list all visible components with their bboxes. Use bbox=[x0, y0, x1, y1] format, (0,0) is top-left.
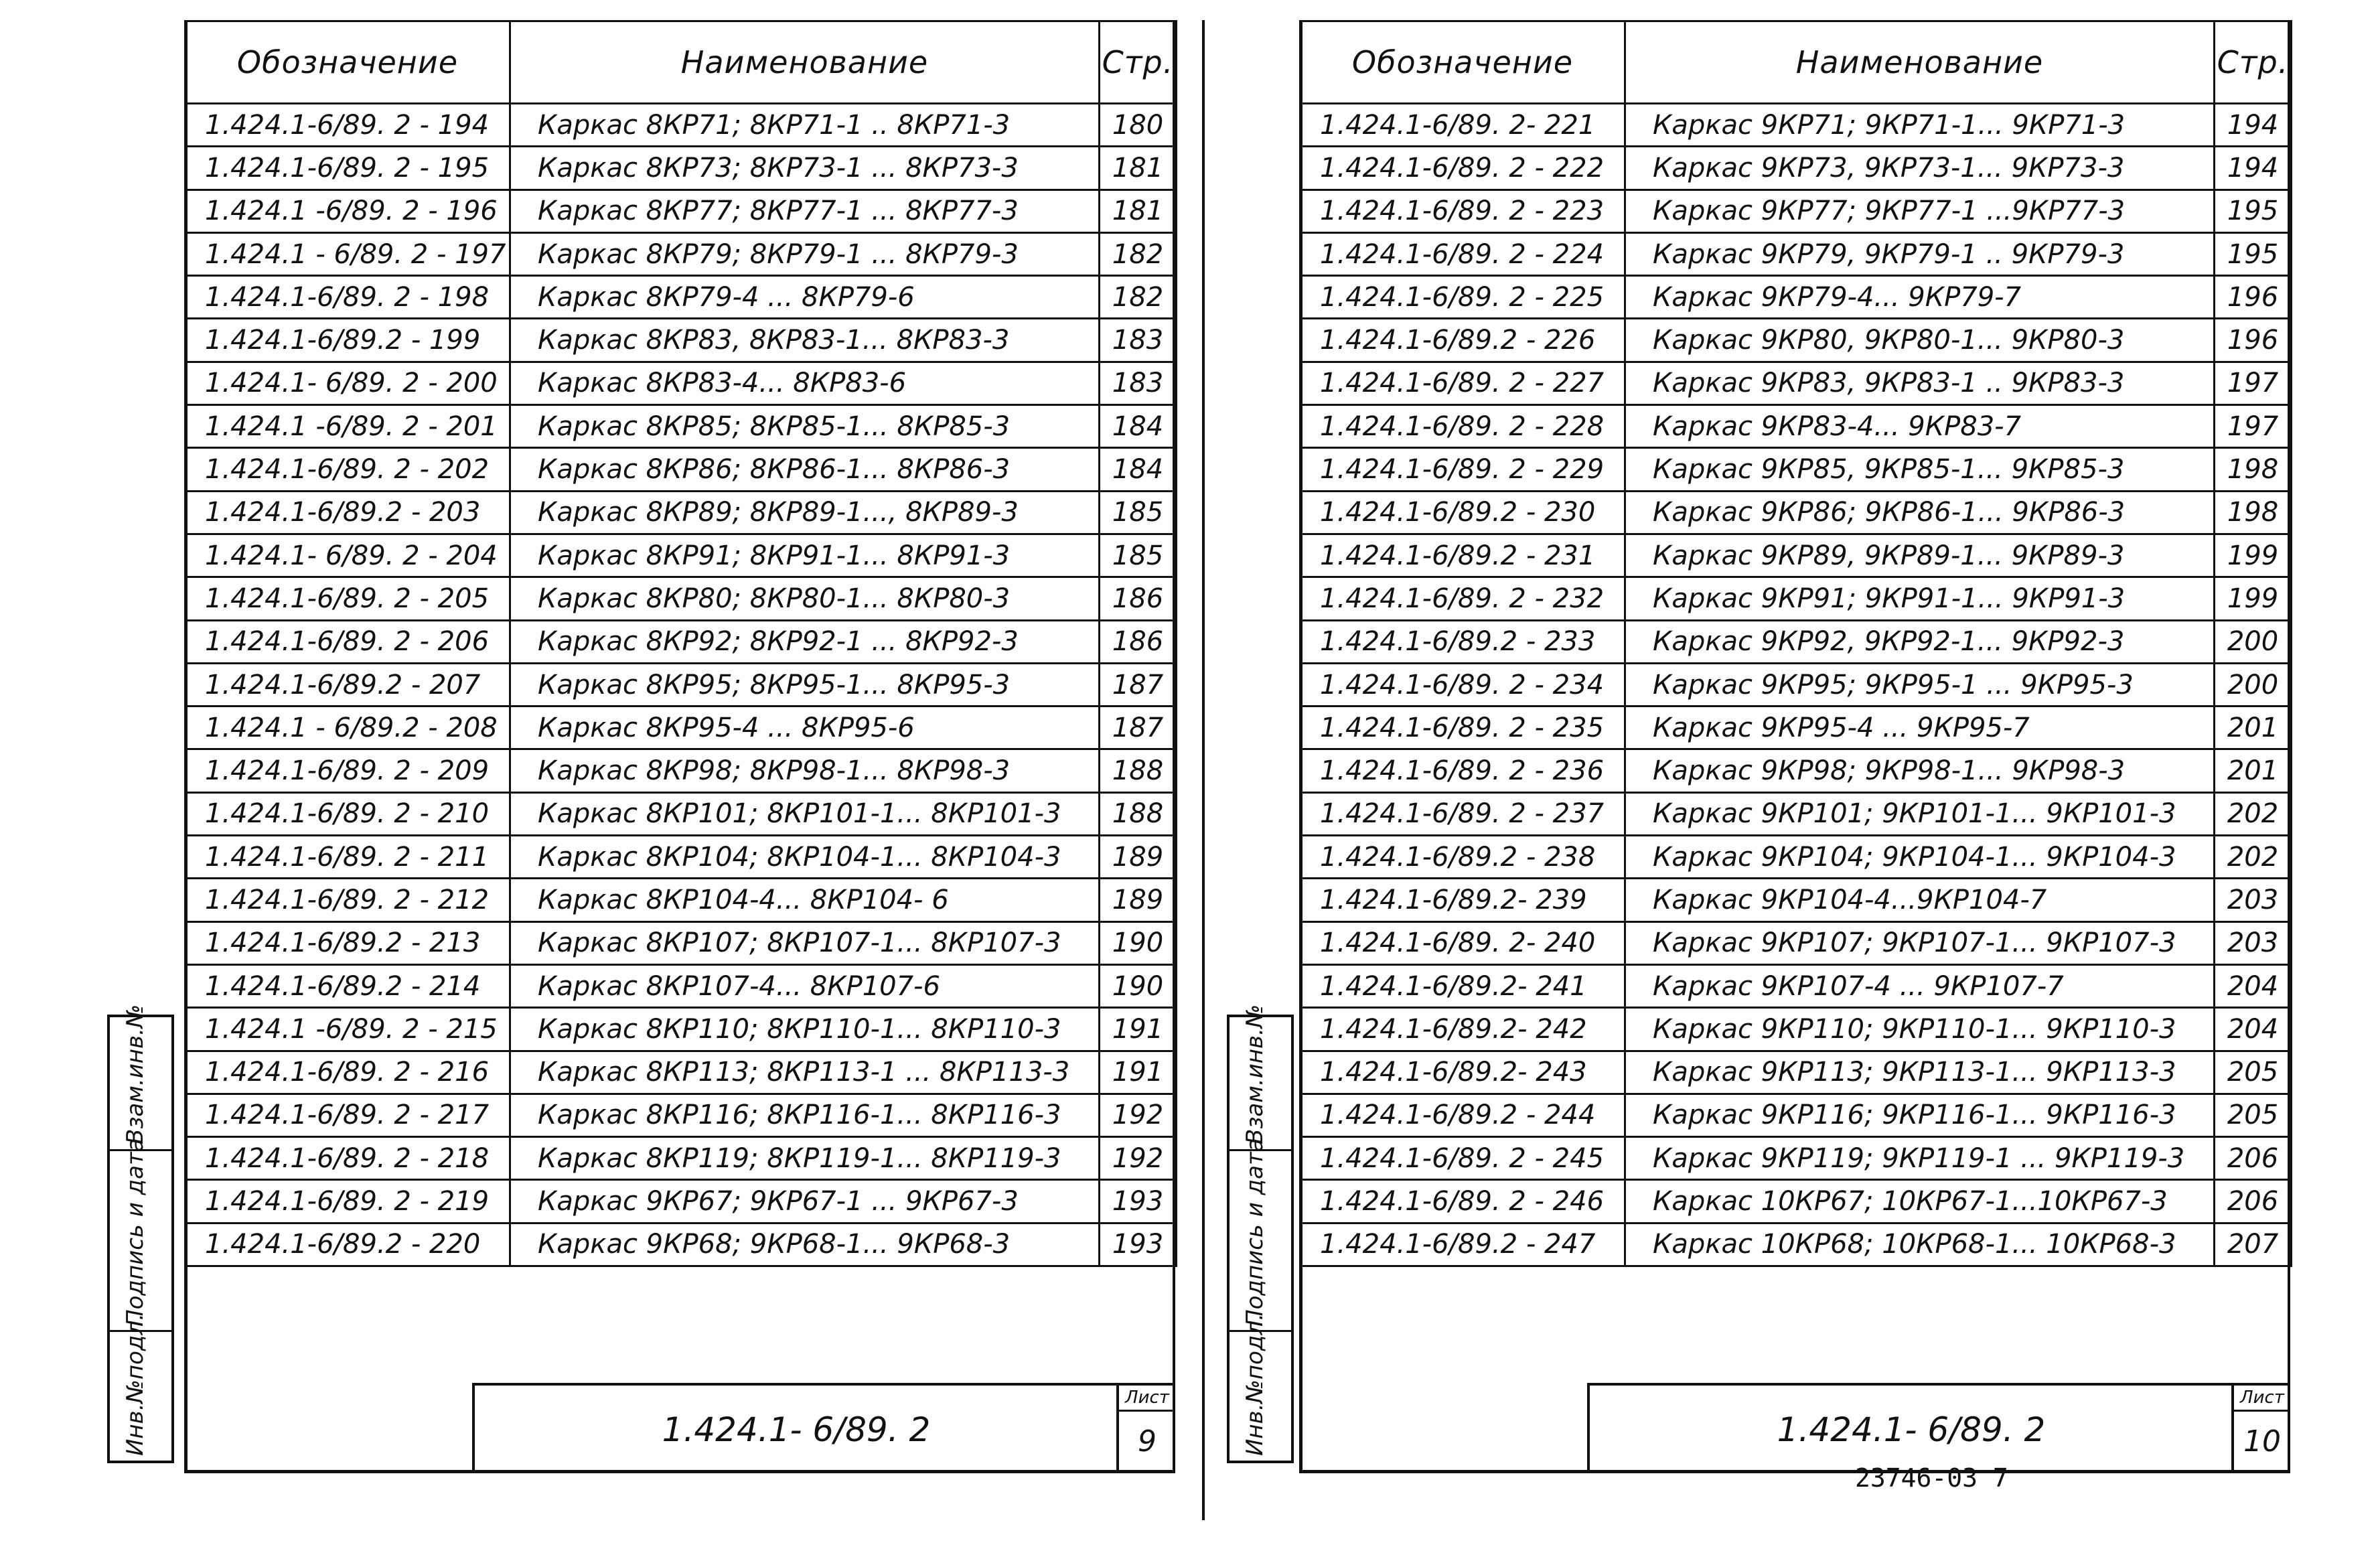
left-edge-line bbox=[1173, 20, 1175, 1473]
row-page: 197 bbox=[2215, 362, 2292, 404]
right-side-cell-sign-date bbox=[1230, 1138, 1291, 1332]
row-page: 200 bbox=[2215, 620, 2292, 663]
row-name: Каркас 9КР73, 9КР73-1... 9КР73-3 bbox=[1625, 147, 2215, 190]
left-title-code: 1.424.1- 6/89. 2 bbox=[662, 1410, 931, 1449]
row-code: 1.424.1-6/89. 2- 240 bbox=[1300, 921, 1625, 964]
right-side-strip bbox=[1227, 1004, 1294, 1463]
row-page: 205 bbox=[2215, 1051, 2292, 1094]
row-name: Каркас 9КР119; 9КР119-1 ... 9КР119-3 bbox=[1625, 1137, 2215, 1180]
row-name: Каркас 8КР116; 8КР116-1... 8КР116-3 bbox=[510, 1094, 1100, 1136]
row-code: 1.424.1-6/89. 2 - 194 bbox=[185, 104, 510, 147]
header-page: Стр. bbox=[2215, 21, 2292, 104]
row-name: Каркас 9КР113; 9КР113-1... 9КР113-3 bbox=[1625, 1051, 2215, 1094]
row-name: Каркас 9КР83, 9КР83-1 .. 9КР83-3 bbox=[1625, 362, 2215, 404]
row-code: 1.424.1-6/89. 2 - 209 bbox=[185, 749, 510, 792]
left-table-row bbox=[185, 190, 1177, 232]
row-page: 200 bbox=[2215, 663, 2292, 706]
left-table-row bbox=[185, 663, 1177, 706]
row-name: Каркас 9КР98; 9КР98-1... 9КР98-3 bbox=[1625, 749, 2215, 792]
row-name: Каркас 9КР79-4... 9КР79-7 bbox=[1625, 276, 2215, 319]
row-page: 198 bbox=[2215, 491, 2292, 534]
row-name: Каркас 9КР83-4... 9КР83-7 bbox=[1625, 405, 2215, 448]
row-name: Каркас 10КР67; 10КР67-1...10КР67-3 bbox=[1625, 1180, 2215, 1223]
right-table-row bbox=[1300, 1137, 2292, 1180]
left-table-row bbox=[185, 1051, 1177, 1094]
left-table-row bbox=[185, 792, 1177, 835]
row-code: 1.424.1-6/89.2 - 199 bbox=[185, 319, 510, 362]
row-code: 1.424.1- 6/89. 2 - 204 bbox=[185, 534, 510, 577]
row-name: Каркас 8КР110; 8КР110-1... 8КР110-3 bbox=[510, 1008, 1100, 1051]
row-code: 1.424.1-6/89.2- 239 bbox=[1300, 879, 1625, 921]
row-code: 1.424.1-6/89. 2 - 224 bbox=[1300, 232, 1625, 275]
left-header-row bbox=[185, 21, 1177, 104]
left-table-row bbox=[185, 276, 1177, 319]
row-code: 1.424.1-6/89. 2 - 219 bbox=[185, 1180, 510, 1223]
row-code: 1.424.1-6/89. 2 - 236 bbox=[1300, 749, 1625, 792]
right-table-row bbox=[1300, 663, 2292, 706]
row-name: Каркас 9КР67; 9КР67-1 ... 9КР67-3 bbox=[510, 1180, 1100, 1223]
left-table-row bbox=[185, 491, 1177, 534]
row-name: Каркас 9КР116; 9КР116-1... 9КР116-3 bbox=[1625, 1094, 2215, 1136]
left-sheet-number: 9 bbox=[1138, 1424, 1157, 1459]
row-code: 1.424.1-6/89.2 - 214 bbox=[185, 964, 510, 1007]
row-page: 188 bbox=[1100, 749, 1177, 792]
row-code: 1.424.1-6/89. 2 - 216 bbox=[185, 1051, 510, 1094]
row-name: Каркас 8КР71; 8КР71-1 .. 8КР71-3 bbox=[510, 104, 1100, 147]
row-name: Каркас 8КР98; 8КР98-1... 8КР98-3 bbox=[510, 749, 1100, 792]
row-page: 182 bbox=[1100, 276, 1177, 319]
row-name: Каркас 9КР95; 9КР95-1 ... 9КР95-3 bbox=[1625, 663, 2215, 706]
row-page: 203 bbox=[2215, 921, 2292, 964]
row-code: 1.424.1-6/89. 2 - 206 bbox=[185, 620, 510, 663]
row-name: Каркас 9КР92, 9КР92-1... 9КР92-3 bbox=[1625, 620, 2215, 663]
row-code: 1.424.1-6/89. 2 - 245 bbox=[1300, 1137, 1625, 1180]
row-name: Каркас 8КР104-4... 8КР104- 6 bbox=[510, 879, 1100, 921]
row-page: 182 bbox=[1100, 232, 1177, 275]
row-code: 1.424.1-6/89. 2 - 202 bbox=[185, 448, 510, 491]
row-code: 1.424.1-6/89. 2 - 229 bbox=[1300, 448, 1625, 491]
right-table-row bbox=[1300, 577, 2292, 620]
left-table-row bbox=[185, 964, 1177, 1007]
row-code: 1.424.1-6/89.2- 243 bbox=[1300, 1051, 1625, 1094]
row-page: 190 bbox=[1100, 964, 1177, 1007]
right-side-cell-inv-orig bbox=[1230, 1313, 1291, 1461]
row-name: Каркас 8КР85; 8КР85-1... 8КР85-3 bbox=[510, 405, 1100, 448]
left-table-row bbox=[185, 836, 1177, 879]
row-code: 1.424.1-6/89. 2 - 232 bbox=[1300, 577, 1625, 620]
right-table-row bbox=[1300, 276, 2292, 319]
row-name: Каркас 9КР85, 9КР85-1... 9КР85-3 bbox=[1625, 448, 2215, 491]
row-page: 201 bbox=[2215, 707, 2292, 749]
row-name: Каркас 9КР71; 9КР71-1... 9КР71-3 bbox=[1625, 104, 2215, 147]
row-page: 183 bbox=[1100, 319, 1177, 362]
right-table-row bbox=[1300, 362, 2292, 404]
right-table-row bbox=[1300, 964, 2292, 1007]
row-page: 181 bbox=[1100, 147, 1177, 190]
row-page: 187 bbox=[1100, 707, 1177, 749]
right-table-row bbox=[1300, 104, 2292, 147]
right-table-row bbox=[1300, 1094, 2292, 1136]
row-code: 1.424.1 -6/89. 2 - 201 bbox=[185, 405, 510, 448]
row-page: 195 bbox=[2215, 232, 2292, 275]
row-code: 1.424.1-6/89.2 - 238 bbox=[1300, 836, 1625, 879]
row-name: Каркас 8КР79; 8КР79-1 ... 8КР79-3 bbox=[510, 232, 1100, 275]
right-table-row bbox=[1300, 879, 2292, 921]
row-page: 204 bbox=[2215, 964, 2292, 1007]
row-name: Каркас 9КР101; 9КР101-1... 9КР101-3 bbox=[1625, 792, 2215, 835]
row-name: Каркас 8КР107; 8КР107-1... 8КР107-3 bbox=[510, 921, 1100, 964]
row-code: 1.424.1-6/89.2 - 231 bbox=[1300, 534, 1625, 577]
left-side-label-sign-date: Подпись и дата bbox=[122, 1138, 149, 1327]
row-page: 184 bbox=[1100, 405, 1177, 448]
row-code: 1.424.1-6/89. 2 - 195 bbox=[185, 147, 510, 190]
row-name: Каркас 9КР95-4 ... 9КР95-7 bbox=[1625, 707, 2215, 749]
right-title-code: 1.424.1- 6/89. 2 bbox=[1777, 1410, 2046, 1449]
row-code: 1.424.1-6/89.2 - 233 bbox=[1300, 620, 1625, 663]
row-name: Каркас 9КР79, 9КР79-1 .. 9КР79-3 bbox=[1625, 232, 2215, 275]
right-side-cell-inv-replace bbox=[1230, 1004, 1291, 1151]
row-page: 199 bbox=[2215, 577, 2292, 620]
row-code: 1.424.1 -6/89. 2 - 196 bbox=[185, 190, 510, 232]
left-table-row bbox=[185, 707, 1177, 749]
row-name: Каркас 8КР83-4... 8КР83-6 bbox=[510, 362, 1100, 404]
center-fold-line bbox=[1202, 20, 1205, 1520]
row-code: 1.424.1-6/89. 2 - 198 bbox=[185, 276, 510, 319]
row-name: Каркас 8КР77; 8КР77-1 ... 8КР77-3 bbox=[510, 190, 1100, 232]
row-page: 183 bbox=[1100, 362, 1177, 404]
row-code: 1.424.1-6/89. 2 - 237 bbox=[1300, 792, 1625, 835]
row-name: Каркас 8КР86; 8КР86-1... 8КР86-3 bbox=[510, 448, 1100, 491]
left-table-row bbox=[185, 362, 1177, 404]
row-code: 1.424.1 - 6/89.2 - 208 bbox=[185, 707, 510, 749]
row-name: Каркас 8КР95-4 ... 8КР95-6 bbox=[510, 707, 1100, 749]
row-page: 207 bbox=[2215, 1223, 2292, 1266]
row-code: 1.424.1-6/89.2 - 203 bbox=[185, 491, 510, 534]
right-table-row bbox=[1300, 836, 2292, 879]
row-name: Каркас 8КР92; 8КР92-1 ... 8КР92-3 bbox=[510, 620, 1100, 663]
row-name: Каркас 9КР107; 9КР107-1... 9КР107-3 bbox=[1625, 921, 2215, 964]
row-name: Каркас 8КР104; 8КР104-1... 8КР104-3 bbox=[510, 836, 1100, 879]
row-page: 206 bbox=[2215, 1180, 2292, 1223]
row-page: 196 bbox=[2215, 319, 2292, 362]
left-table-row bbox=[185, 319, 1177, 362]
row-code: 1.424.1-6/89. 2 - 222 bbox=[1300, 147, 1625, 190]
left-table-row bbox=[185, 749, 1177, 792]
right-side-label-inv-replace: Взам.инв.№ bbox=[1242, 1004, 1268, 1144]
row-page: 201 bbox=[2215, 749, 2292, 792]
row-page: 195 bbox=[2215, 190, 2292, 232]
row-code: 1.424.1-6/89. 2 - 225 bbox=[1300, 276, 1625, 319]
row-name: Каркас 9КР107-4 ... 9КР107-7 bbox=[1625, 964, 2215, 1007]
row-code: 1.424.1-6/89. 2 - 227 bbox=[1300, 362, 1625, 404]
row-code: 1.424.1-6/89. 2 - 205 bbox=[185, 577, 510, 620]
row-name: Каркас 9КР104-4...9КР104-7 bbox=[1625, 879, 2215, 921]
right-side-label-inv-orig: Инв.№подл. bbox=[1242, 1313, 1268, 1456]
row-page: 193 bbox=[1100, 1180, 1177, 1223]
row-name: Каркас 9КР77; 9КР77-1 ...9КР77-3 bbox=[1625, 190, 2215, 232]
right-sheet-number: 10 bbox=[2243, 1424, 2281, 1459]
row-code: 1.424.1-6/89.2 - 230 bbox=[1300, 491, 1625, 534]
left-table-row bbox=[185, 147, 1177, 190]
row-page: 191 bbox=[1100, 1051, 1177, 1094]
row-page: 184 bbox=[1100, 448, 1177, 491]
left-sheet-label: Лист bbox=[1119, 1386, 1175, 1412]
left-sheet-box bbox=[1116, 1386, 1175, 1473]
right-table-row bbox=[1300, 491, 2292, 534]
row-page: 189 bbox=[1100, 879, 1177, 921]
row-name: Каркас 9КР91; 9КР91-1... 9КР91-3 bbox=[1625, 577, 2215, 620]
row-page: 205 bbox=[2215, 1094, 2292, 1136]
row-page: 202 bbox=[2215, 836, 2292, 879]
right-table-row bbox=[1300, 190, 2292, 232]
row-page: 202 bbox=[2215, 792, 2292, 835]
row-code: 1.424.1-6/89. 2 - 228 bbox=[1300, 405, 1625, 448]
row-code: 1.424.1- 6/89. 2 - 200 bbox=[185, 362, 510, 404]
row-page: 185 bbox=[1100, 491, 1177, 534]
row-code: 1.424.1-6/89.2 - 244 bbox=[1300, 1094, 1625, 1136]
left-sheet bbox=[184, 20, 1175, 1473]
row-page: 192 bbox=[1100, 1137, 1177, 1180]
row-code: 1.424.1-6/89. 2 - 211 bbox=[185, 836, 510, 879]
row-code: 1.424.1 -6/89. 2 - 215 bbox=[185, 1008, 510, 1051]
row-page: 186 bbox=[1100, 577, 1177, 620]
row-page: 193 bbox=[1100, 1223, 1177, 1266]
row-page: 180 bbox=[1100, 104, 1177, 147]
row-code: 1.424.1-6/89.2 - 226 bbox=[1300, 319, 1625, 362]
right-table-row bbox=[1300, 147, 2292, 190]
row-name: Каркас 8КР79-4 ... 8КР79-6 bbox=[510, 276, 1100, 319]
left-table-body bbox=[185, 104, 1177, 1266]
row-code: 1.424.1-6/89. 2 - 223 bbox=[1300, 190, 1625, 232]
row-page: 188 bbox=[1100, 792, 1177, 835]
row-code: 1.424.1-6/89.2 - 220 bbox=[185, 1223, 510, 1266]
left-side-cell-inv-replace bbox=[110, 1004, 171, 1151]
row-page: 190 bbox=[1100, 921, 1177, 964]
right-table-row bbox=[1300, 405, 2292, 448]
row-page: 181 bbox=[1100, 190, 1177, 232]
row-name: Каркас 8КР91; 8КР91-1... 8КР91-3 bbox=[510, 534, 1100, 577]
right-table-row bbox=[1300, 749, 2292, 792]
right-sheet bbox=[1299, 20, 2290, 1473]
left-spec-table bbox=[184, 20, 1177, 1267]
row-page: 192 bbox=[1100, 1094, 1177, 1136]
left-side-cell-sign-date bbox=[110, 1138, 171, 1332]
right-table-row bbox=[1300, 319, 2292, 362]
left-table-row bbox=[185, 1137, 1177, 1180]
header-name: Наименование bbox=[510, 21, 1100, 104]
row-code: 1.424.1-6/89. 2 - 212 bbox=[185, 879, 510, 921]
row-page: 198 bbox=[2215, 448, 2292, 491]
left-table-row bbox=[185, 620, 1177, 663]
row-page: 186 bbox=[1100, 620, 1177, 663]
row-code: 1.424.1-6/89. 2 - 246 bbox=[1300, 1180, 1625, 1223]
row-name: Каркас 8КР119; 8КР119-1... 8КР119-3 bbox=[510, 1137, 1100, 1180]
row-name: Каркас 8КР80; 8КР80-1... 8КР80-3 bbox=[510, 577, 1100, 620]
row-name: Каркас 9КР86; 9КР86-1... 9КР86-3 bbox=[1625, 491, 2215, 534]
left-table-row bbox=[185, 534, 1177, 577]
row-code: 1.424.1-6/89.2 - 207 bbox=[185, 663, 510, 706]
left-table-row bbox=[185, 879, 1177, 921]
row-name: Каркас 10КР68; 10КР68-1... 10КР68-3 bbox=[1625, 1223, 2215, 1266]
row-page: 187 bbox=[1100, 663, 1177, 706]
right-table-row bbox=[1300, 1223, 2292, 1266]
row-page: 197 bbox=[2215, 405, 2292, 448]
row-name: Каркас 9КР110; 9КР110-1... 9КР110-3 bbox=[1625, 1008, 2215, 1051]
header-page: Стр. bbox=[1100, 21, 1177, 104]
row-name: Каркас 8КР95; 8КР95-1... 8КР95-3 bbox=[510, 663, 1100, 706]
left-table-row bbox=[185, 921, 1177, 964]
row-page: 196 bbox=[2215, 276, 2292, 319]
row-page: 204 bbox=[2215, 1008, 2292, 1051]
header-name: Наименование bbox=[1625, 21, 2215, 104]
row-code: 1.424.1-6/89.2- 242 bbox=[1300, 1008, 1625, 1051]
right-table-row bbox=[1300, 707, 2292, 749]
right-table-row bbox=[1300, 792, 2292, 835]
row-code: 1.424.1-6/89. 2 - 234 bbox=[1300, 663, 1625, 706]
row-code: 1.424.1-6/89. 2 - 210 bbox=[185, 792, 510, 835]
right-table-row bbox=[1300, 1008, 2292, 1051]
left-table-row bbox=[185, 232, 1177, 275]
right-title-block bbox=[1587, 1383, 2290, 1473]
left-table-row bbox=[185, 104, 1177, 147]
right-spec-table bbox=[1299, 20, 2292, 1267]
header-code: Обозначение bbox=[185, 21, 510, 104]
row-name: Каркас 9КР68; 9КР68-1... 9КР68-3 bbox=[510, 1223, 1100, 1266]
left-side-cell-inv-orig bbox=[110, 1313, 171, 1461]
left-table-row bbox=[185, 1223, 1177, 1266]
left-table-row bbox=[185, 1094, 1177, 1136]
row-name: Каркас 8КР83, 8КР83-1... 8КР83-3 bbox=[510, 319, 1100, 362]
row-code: 1.424.1-6/89. 2- 221 bbox=[1300, 104, 1625, 147]
row-page: 189 bbox=[1100, 836, 1177, 879]
row-code: 1.424.1-6/89.2 - 247 bbox=[1300, 1223, 1625, 1266]
row-name: Каркас 8КР89; 8КР89-1..., 8КР89-3 bbox=[510, 491, 1100, 534]
row-code: 1.424.1 - 6/89. 2 - 197 bbox=[185, 232, 510, 275]
right-sheet-box bbox=[2231, 1386, 2290, 1473]
right-table-row bbox=[1300, 620, 2292, 663]
row-page: 185 bbox=[1100, 534, 1177, 577]
row-page: 194 bbox=[2215, 104, 2292, 147]
row-code: 1.424.1-6/89. 2 - 218 bbox=[185, 1137, 510, 1180]
row-page: 199 bbox=[2215, 534, 2292, 577]
left-side-label-inv-orig: Инв.№подл. bbox=[122, 1313, 149, 1456]
footer-archive-number: 23746-03 7 bbox=[1855, 1463, 2008, 1493]
right-table-body bbox=[1300, 104, 2292, 1266]
right-table-row bbox=[1300, 534, 2292, 577]
left-table-row bbox=[185, 405, 1177, 448]
right-table-row bbox=[1300, 232, 2292, 275]
left-side-label-inv-replace: Взам.инв.№ bbox=[122, 1004, 149, 1144]
right-table-row bbox=[1300, 448, 2292, 491]
row-name: Каркас 9КР104; 9КР104-1... 9КР104-3 bbox=[1625, 836, 2215, 879]
header-code: Обозначение bbox=[1300, 21, 1625, 104]
left-table-row bbox=[185, 1008, 1177, 1051]
left-title-block bbox=[472, 1383, 1175, 1473]
left-side-strip bbox=[107, 1004, 174, 1463]
left-table-row bbox=[185, 1180, 1177, 1223]
row-code: 1.424.1-6/89.2 - 213 bbox=[185, 921, 510, 964]
left-table-row bbox=[185, 448, 1177, 491]
row-name: Каркас 8КР101; 8КР101-1... 8КР101-3 bbox=[510, 792, 1100, 835]
row-name: Каркас 9КР80, 9КР80-1... 9КР80-3 bbox=[1625, 319, 2215, 362]
right-table-row bbox=[1300, 921, 2292, 964]
right-side-label-sign-date: Подпись и дата bbox=[1242, 1138, 1268, 1327]
row-code: 1.424.1-6/89. 2 - 235 bbox=[1300, 707, 1625, 749]
right-sheet-label: Лист bbox=[2234, 1386, 2290, 1412]
left-table-row bbox=[185, 577, 1177, 620]
right-table-row bbox=[1300, 1180, 2292, 1223]
right-header-row bbox=[1300, 21, 2292, 104]
row-code: 1.424.1-6/89. 2 - 217 bbox=[185, 1094, 510, 1136]
row-name: Каркас 8КР107-4... 8КР107-6 bbox=[510, 964, 1100, 1007]
row-page: 191 bbox=[1100, 1008, 1177, 1051]
row-name: Каркас 9КР89, 9КР89-1... 9КР89-3 bbox=[1625, 534, 2215, 577]
row-code: 1.424.1-6/89.2- 241 bbox=[1300, 964, 1625, 1007]
right-table-row bbox=[1300, 1051, 2292, 1094]
row-name: Каркас 8КР73; 8КР73-1 ... 8КР73-3 bbox=[510, 147, 1100, 190]
row-page: 203 bbox=[2215, 879, 2292, 921]
row-page: 206 bbox=[2215, 1137, 2292, 1180]
row-name: Каркас 8КР113; 8КР113-1 ... 8КР113-3 bbox=[510, 1051, 1100, 1094]
row-page: 194 bbox=[2215, 147, 2292, 190]
